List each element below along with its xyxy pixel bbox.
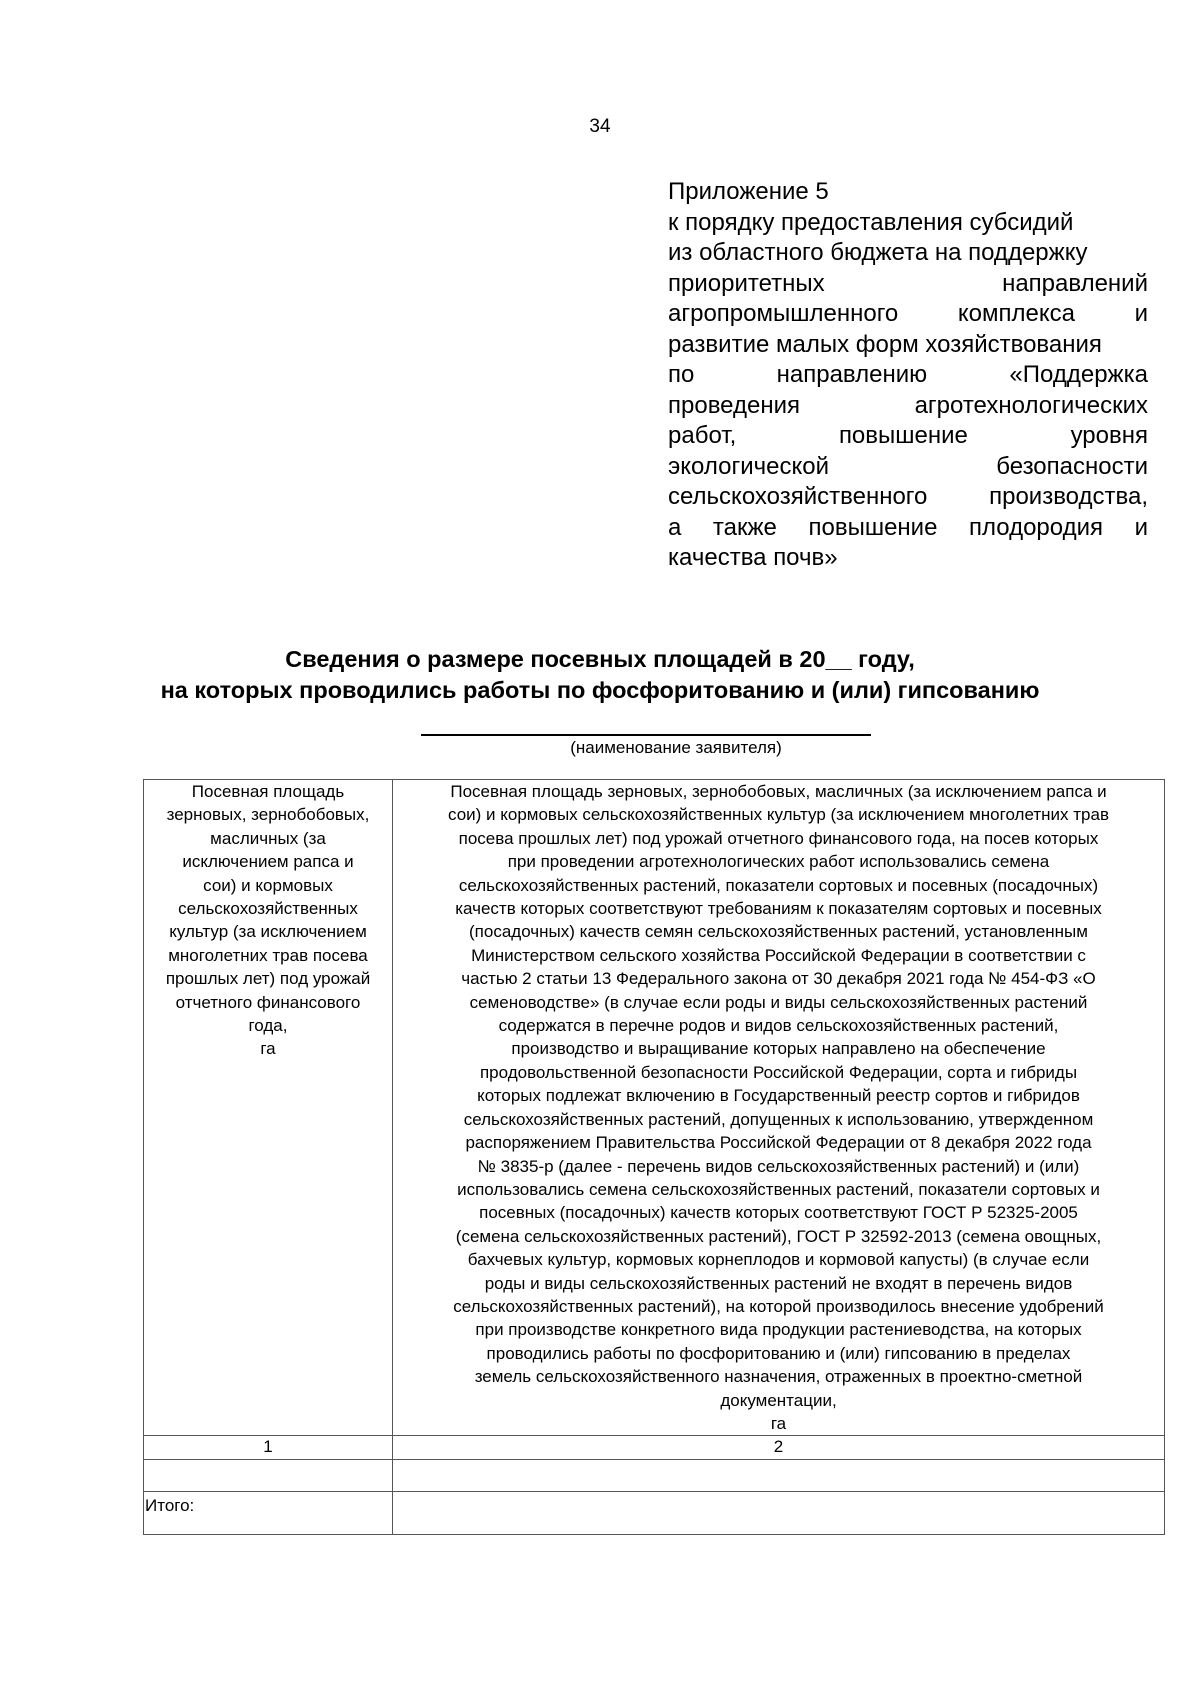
header-text-line: (посадочных) качеств семян сельскохозяйственных растений, установленным [469,922,1088,942]
appendix-word: комплекса [957,300,1075,327]
appendix-word: агротехнологических [914,391,1148,419]
appendix-line: развитие малых форм хозяйствования [668,330,1102,358]
header-text-line: сельскохозяйственных растений, показатели сортовых и посевных (посадочных) [458,875,1099,895]
total-label-cell [144,1492,393,1535]
table-row [144,1460,1165,1492]
header-text-line: распоряжением Правительства Российской Федерации от 8 декабря 2022 года [465,1133,1092,1153]
appendix-word: и [1134,513,1148,541]
appendix-line [668,360,1148,391]
header-text-line: качеств которых соответствуют требованиям к показателям сортовых и посевных [455,899,1102,919]
appendix-line: к порядку предоставления субсидий [668,208,1074,236]
appendix-word: «Поддержка [1009,361,1148,388]
header-text-line: года, [248,1016,288,1036]
data-cell-col1[interactable] [144,1460,393,1492]
header-text-line: документации, [720,1390,837,1410]
report-table [143,779,1165,1535]
header-text-line: исключением рапса и [182,852,354,872]
header-text-line: при производстве конкретного вида продукции растениеводства, на которых [475,1320,1082,1340]
header-text-line: посевных (посадочных) качеств которых соответствуют ГОСТ Р 52325-2005 [479,1203,1078,1223]
appendix-word: повышение [808,513,938,541]
header-text-line: частью 2 статьи 13 Федерального закона от 30 декабря 2021 года № 454-ФЗ «О [461,969,1096,989]
title-line: на которых проводились работы по фосфоритованию и (или) гипсованию [160,677,1040,703]
header-text-line: проводились работы по фосфоритованию и (или) гипсованию в пределах [486,1343,1071,1363]
appendix-word: уровня [1070,422,1148,449]
header-text-line: сельскохозяйственных растений), на которой производилось внесение удобрений [453,1296,1104,1316]
appendix-word: направлений [1002,269,1148,297]
page-number: 34 [589,116,611,137]
header-cell-col2 [393,780,1165,1436]
appendix-word: направлению [776,361,928,388]
appendix-word: по [668,361,695,388]
header-text-line: культур (за исключением [169,922,367,942]
appendix-line [668,391,1148,422]
total-label: Итого: [145,1496,195,1516]
total-value-cell[interactable] [393,1492,1165,1535]
header-text-line: сельскохозяйственных [178,899,358,919]
header-text-line: № 3835-р (далее - перечень видов сельскохозяйственных растений) и (или) [477,1156,1080,1176]
header-text-line: Посевная площадь зерновых, зернобобовых, масличных (за исключением рапса и [450,782,1107,801]
column-number-2: 2 [393,1436,1165,1460]
header-text-line: продовольственной безопасности Российской Федерации, сорта и гибриды [479,1062,1078,1082]
appendix-word: плодородия [968,513,1103,541]
header-text-line: Посевная площадь [191,782,345,801]
appendix-block [668,177,1148,574]
appendix-word: и [1134,300,1148,327]
appendix-word: а [668,513,682,541]
appendix-line [668,482,1148,513]
appendix-word: сельскохозяйственного [668,483,928,510]
header-text-line: бахчевых культур, кормовых корнеплодов и кормовой капусты) (в случае если [467,1250,1090,1270]
appendix-line: из областного бюджета на поддержку [668,239,1088,266]
header-text-line: га [260,1039,276,1059]
header-text-line: сои) и кормовых [203,875,333,895]
header-text-line: при проведении агротехнологических работ использовались семена [507,852,1050,872]
appendix-line: качества почв» [668,544,838,571]
column-number-1: 1 [144,1436,393,1460]
header-text-line: масличных (за [210,828,326,848]
header-text-line: семеноводстве» (в случае если роды и виды сельскохозяйственных растений [469,992,1088,1012]
appendix-word: безопасности [996,452,1148,480]
header-text-line: которых подлежат включению в Государственный реестр сортов и гибридов [477,1086,1080,1106]
header-text-line: зерновых, зернобобовых, [166,805,370,825]
header-text-line: прошлых лет) под урожай [165,969,371,989]
appendix-word: приоритетных [668,269,825,297]
appendix-line [668,269,1148,300]
applicant-caption: (наименование заявителя) [570,738,782,757]
appendix-word: экологической [668,452,829,480]
column-number-row [144,1436,1165,1460]
header-text-line: сои) и кормовых сельскохозяйственных культур (за исключением многолетних трав [448,805,1109,825]
header-text-line: посева прошлых лет) под урожай отчетного финансового года, на посев которых [458,828,1099,848]
header-text-line: многолетних трав посева [168,945,368,965]
applicant-name-line [421,734,871,736]
title-line: Сведения о размере посевных площадей в 20__ году, [285,646,915,672]
header-text-line: содержатся в перечне родов и видов сельскохозяйственных растений, [498,1016,1059,1036]
header-text-line: (семена сельскохозяйственных растений), ГОСТ Р 32592-2013 (семена овощных, [455,1226,1102,1246]
table-header-row [144,780,1165,1436]
appendix-word: повышение [838,422,968,449]
appendix-word: проведения [668,391,800,419]
header-text-line: использовались семена сельскохозяйственных растений, показатели сортовых и [457,1179,1100,1199]
header-text-line: роды и виды сельскохозяйственных растений не входят в перечень видов [484,1273,1073,1293]
appendix-line [668,513,1148,544]
appendix-line [668,452,1148,483]
header-text-line: земель сельскохозяйственного назначения, отраженных в проектно-сметной [474,1367,1083,1387]
appendix-line [668,421,1148,452]
appendix-word: производства, [989,483,1148,510]
appendix-word: работ, [668,422,737,449]
header-text-line: га [770,1413,787,1433]
document-title [0,644,1200,706]
appendix-word: также [712,513,777,541]
header-text-line: сельскохозяйственных растений, допущенных к использованию, утвержденном [463,1109,1094,1129]
header-cell-col1 [144,780,393,1436]
data-cell-col2[interactable] [393,1460,1165,1492]
appendix-line [668,299,1148,330]
appendix-word: агропромышленного [668,300,899,327]
header-text-line: Министерством сельского хозяйства Российской Федерации в соответствии с [471,945,1086,965]
appendix-line: Приложение 5 [668,178,829,205]
header-text-line: отчетного финансового [175,992,361,1012]
total-row [144,1492,1165,1535]
header-text-line: производство и выращивание которых направлено на обеспечение [511,1039,1046,1059]
